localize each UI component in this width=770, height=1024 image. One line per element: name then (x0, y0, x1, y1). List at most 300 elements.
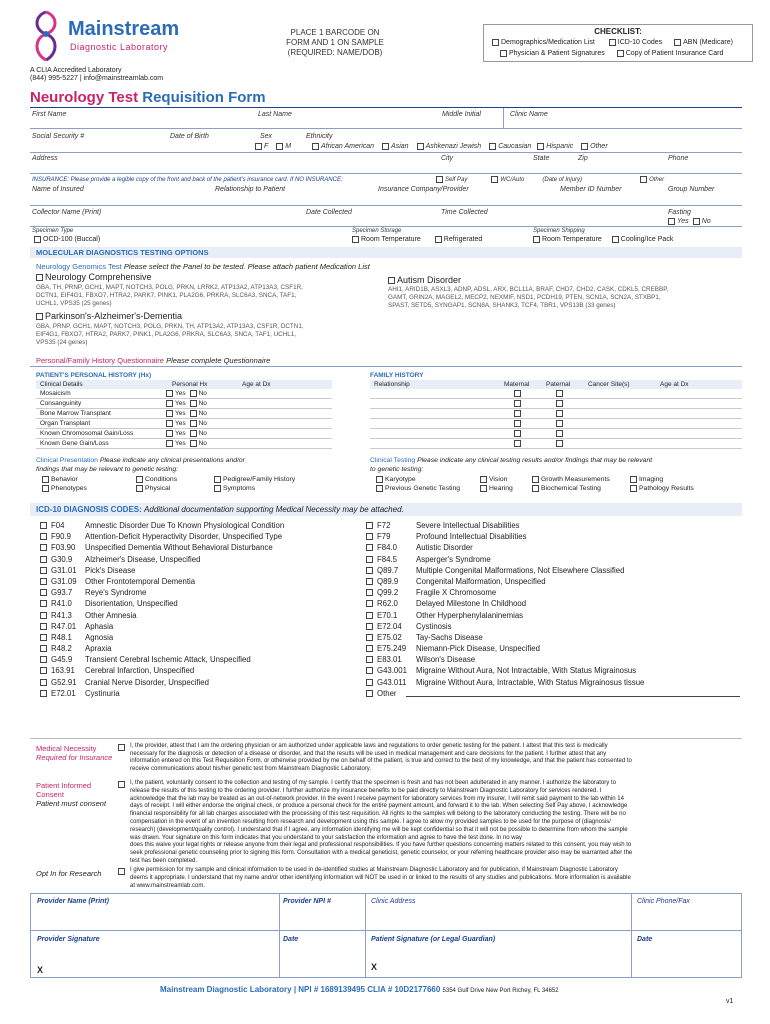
checkbox[interactable] (382, 143, 389, 150)
paternal-checkbox[interactable] (556, 390, 563, 397)
relationship-field[interactable]: Relationship to Patient (215, 186, 286, 193)
panel-checkbox[interactable] (36, 274, 43, 281)
icd-code-item[interactable] (40, 554, 360, 565)
relationship-field[interactable] (370, 399, 490, 408)
icd-description: Migraine Without Aura, Intractable, With Status Migrainosus tissue (416, 677, 645, 687)
checkbox[interactable] (366, 679, 373, 686)
group-number-field[interactable]: Group Number (668, 186, 715, 193)
icd-code-item[interactable] (40, 542, 360, 553)
paternal-checkbox[interactable] (556, 410, 563, 417)
icd-code-item[interactable] (366, 610, 742, 621)
icd-code-item[interactable] (366, 554, 742, 565)
maternal-checkbox[interactable] (514, 440, 521, 447)
icd-code: F84.0 (377, 543, 397, 553)
clinical-presentation-line (36, 457, 245, 464)
wc-auto-checkbox[interactable] (491, 176, 498, 183)
checkbox[interactable] (40, 690, 47, 697)
checkbox[interactable] (40, 623, 47, 630)
ct-option: Hearing (489, 485, 513, 492)
checkbox[interactable] (40, 544, 47, 551)
checklist-box (483, 24, 753, 62)
age-field[interactable] (236, 419, 326, 428)
checkbox[interactable] (40, 567, 47, 574)
mn-label-line: Required for Insurance (36, 753, 113, 762)
age-field[interactable] (656, 409, 736, 418)
checkbox[interactable] (40, 634, 47, 641)
icd-code-item[interactable] (366, 565, 742, 576)
address-field[interactable]: Address (32, 155, 58, 162)
icd-code-item[interactable] (40, 531, 360, 542)
history-title: Personal/Family History Questionnaire (36, 356, 164, 365)
age-field[interactable] (656, 429, 736, 438)
history-note: Please complete Questionnaire (166, 356, 271, 365)
pc-label-line: Patient Informed (36, 781, 92, 790)
icd-code-item[interactable] (40, 565, 360, 576)
checkbox[interactable] (190, 400, 197, 407)
checkbox[interactable] (366, 656, 373, 663)
checkbox[interactable] (480, 476, 487, 483)
cp-note2: findings that may be relevant to genetic testing: (36, 466, 179, 473)
gene-line: GBA, TH, PRNP, GCH1, MAPT, NOTCH3, POLG, PRKN, LRRK2, ATP13A2, ATP13A3, CSF1R, (36, 284, 303, 291)
table-row (36, 409, 332, 419)
sex-m-checkbox[interactable] (276, 143, 283, 150)
icd-header (36, 505, 404, 514)
age-field[interactable] (656, 439, 736, 448)
icd-code-item[interactable] (40, 520, 360, 531)
consent-line: I, the provider, attest that I am the ordering physician or am authorized under applicable laws and regulations to order genetic testing for the patient. I attest that this test is medically (130, 743, 608, 749)
middle-initial-field[interactable]: Middle Initial (442, 111, 481, 118)
checkbox[interactable] (366, 667, 373, 674)
clinical-testing-line (370, 457, 652, 464)
checkbox[interactable] (532, 476, 539, 483)
icd-description: Cranial Nerve Disorder, Unspecified (85, 677, 209, 687)
ethnicity-option: African American (321, 143, 375, 150)
sex-f-checkbox[interactable] (255, 143, 262, 150)
checkbox[interactable] (366, 645, 373, 652)
icd-code: E75.249 (377, 644, 407, 654)
checkbox[interactable] (366, 690, 373, 697)
checkbox[interactable] (376, 485, 383, 492)
medical-necessity-text (130, 743, 742, 773)
provider-npi-field[interactable]: Provider NPI # (283, 898, 331, 905)
consent-line: information entered on this Test Requisition Form, or otherwise provided by me on behalf of the patient, is true and correct to the best of my knowledge, and that the patient has consented to (130, 758, 632, 765)
icd-code-item[interactable] (40, 610, 360, 621)
icd-code: F04 (51, 521, 65, 530)
checklist-title: CHECKLIST: (594, 27, 642, 36)
checkbox[interactable] (366, 544, 373, 551)
date-collected-field[interactable]: Date Collected (306, 209, 352, 216)
checkbox[interactable] (190, 430, 197, 437)
gene-line: GAMT, GRIN2A, MAGEL2, MECP2, NEXMIF, NSD1, PCDH19, PTEN, SCN1A, SCN2A, STXBP1, (388, 294, 661, 301)
checkbox[interactable] (366, 578, 373, 585)
icd-code-item[interactable] (366, 520, 742, 531)
icd-code: G31.01 (51, 565, 77, 575)
panel-checkbox[interactable] (388, 277, 395, 284)
gene-line: DCTN1, EIF4G1, FBXO7, HTRA2, PARK7, PINK1, PLA2G6, PRKRA, SLC6A3, SNCA, TAF1, (36, 292, 297, 299)
checkbox[interactable] (366, 600, 373, 607)
clinic-address-field[interactable]: Clinic Address (371, 898, 416, 905)
signature-block (30, 893, 742, 978)
consent-line: research) (development/quality control). I understand that if I agree, any information identifying me will be kept confidential so that it will not be possible to determine from whom the sample (130, 826, 628, 833)
icd-code-item[interactable] (40, 632, 360, 643)
no-label: No (198, 440, 207, 447)
cp-option: Conditions (145, 476, 178, 483)
icd-code-item[interactable] (40, 665, 360, 676)
title-part1: Neurology Test (30, 89, 139, 106)
icd-code: G45.9 (51, 655, 73, 665)
footer (160, 985, 559, 994)
icd-code-item[interactable] (40, 587, 360, 598)
opt-in-checkbox[interactable] (118, 868, 125, 875)
sex-f-label: F (264, 143, 269, 150)
checkbox[interactable] (190, 410, 197, 417)
page-title (30, 89, 266, 106)
self-pay-checkbox[interactable] (436, 176, 443, 183)
checkbox[interactable] (489, 143, 496, 150)
icd-description: Amnestic Disorder Due To Known Physiological Condition (85, 521, 285, 530)
checkbox[interactable] (366, 612, 373, 619)
cancer-site-field[interactable] (584, 399, 654, 408)
specimen-type-option: OCD-100 (Buccal) (43, 236, 101, 243)
age-field[interactable] (656, 389, 736, 398)
pc-label-line: Patient must consent (36, 799, 107, 808)
checkbox[interactable] (40, 612, 47, 619)
zip-field[interactable]: Zip (578, 155, 588, 162)
checkbox[interactable] (40, 522, 47, 529)
icd-code-item[interactable] (40, 677, 360, 688)
age-field[interactable] (236, 399, 326, 408)
table-row (370, 399, 742, 409)
checkbox[interactable] (500, 50, 507, 57)
medical-necessity-label (36, 744, 112, 762)
age-field[interactable] (236, 409, 326, 418)
fasting-no-checkbox[interactable] (693, 218, 700, 225)
icd-description: Apraxia (85, 644, 112, 654)
storage-room-checkbox[interactable] (352, 236, 359, 243)
icd-code: E75.02 (377, 632, 402, 642)
checkbox[interactable] (40, 578, 47, 585)
checkbox[interactable] (674, 39, 681, 46)
checkbox[interactable] (366, 533, 373, 540)
paternal-checkbox[interactable] (556, 430, 563, 437)
icd-code-item[interactable] (366, 688, 742, 699)
date-field[interactable]: Date (283, 936, 299, 943)
icd-code: R41.0 (51, 599, 72, 609)
checkbox[interactable] (214, 485, 221, 492)
icd-code-item[interactable] (40, 643, 360, 654)
opt-in-label: Opt In for Research (36, 869, 102, 878)
checkbox[interactable] (376, 476, 383, 483)
icd-code-item[interactable] (40, 598, 360, 609)
icd-code-item[interactable] (40, 576, 360, 587)
checkbox[interactable] (214, 476, 221, 483)
checkbox[interactable] (166, 440, 173, 447)
checkbox[interactable] (40, 679, 47, 686)
ct-note2: to genetic testing: (370, 466, 424, 473)
clinic-phone-field[interactable]: Clinic Phone/Fax (637, 898, 690, 905)
icd-code-item[interactable] (366, 643, 742, 654)
specimen-type-checkbox[interactable] (34, 236, 41, 243)
maternal-checkbox[interactable] (514, 410, 521, 417)
checkbox[interactable] (630, 476, 637, 483)
checkbox[interactable] (40, 645, 47, 652)
member-id-field[interactable]: Member ID Number (560, 186, 622, 193)
table-row (36, 429, 332, 439)
cancer-site-field[interactable] (584, 439, 654, 448)
maternal-checkbox[interactable] (514, 400, 521, 407)
table-row (370, 409, 742, 419)
state-field[interactable]: State (533, 155, 550, 162)
checkbox[interactable] (40, 667, 47, 674)
checkbox[interactable] (480, 485, 487, 492)
paternal-checkbox[interactable] (556, 420, 563, 427)
icd-description: Agnosia (85, 632, 114, 642)
footer-address: 5354 Gulf Drive New Port Richey, FL 34652 (442, 988, 559, 994)
checkbox[interactable] (136, 476, 143, 483)
checkbox[interactable] (166, 400, 173, 407)
consent-line: receive communications about his/her genetic test from Mainstream Diagnostic Laboratory. (130, 765, 371, 772)
paternal-checkbox[interactable] (556, 400, 563, 407)
checkbox[interactable] (166, 390, 173, 397)
checkbox[interactable] (190, 420, 197, 427)
icd-code: R47.01 (51, 621, 77, 631)
col-header: Age at Dx (660, 381, 689, 388)
icd-description: Reye's Syndrome (85, 588, 147, 598)
icd-code-item[interactable] (40, 621, 360, 632)
icd-code-item[interactable] (366, 576, 742, 587)
checkbox[interactable] (40, 589, 47, 596)
checkbox[interactable] (166, 430, 173, 437)
consent-line: was drawn. Your signature on this form indicates that you understand to your satisfaction the information and agree to have the test done. In no way (130, 834, 522, 841)
checkbox[interactable] (40, 533, 47, 540)
other-code-field[interactable] (406, 696, 740, 697)
shipping-ice-checkbox[interactable] (612, 236, 619, 243)
checkbox[interactable] (136, 485, 143, 492)
checkbox[interactable] (609, 39, 616, 46)
version-label: v1 (726, 998, 734, 1005)
icd-code-item[interactable] (366, 621, 742, 632)
icd-code: E70.1 (377, 610, 398, 620)
checkbox[interactable] (40, 600, 47, 607)
cancer-site-field[interactable] (584, 409, 654, 418)
checkbox[interactable] (581, 143, 588, 150)
icd-description: Cystinosis (416, 621, 452, 631)
icd-code: G93.7 (51, 588, 73, 598)
icd-code-item[interactable] (366, 542, 742, 553)
icd-description: Wilson's Disease (416, 655, 476, 665)
time-collected-field[interactable]: Time Collected (441, 209, 488, 216)
name-of-insured-field[interactable]: Name of Insured (32, 186, 84, 193)
panel-genes (36, 284, 303, 308)
checkbox[interactable] (40, 656, 47, 663)
icd-code: R41.3 (51, 610, 72, 620)
icd-code: F03.90 (51, 543, 76, 553)
dob-field[interactable]: Date of Birth (170, 133, 209, 140)
icd-right-list (366, 520, 742, 699)
panel-name: Parkinson's-Alzheimer's-Dementia (45, 311, 182, 321)
consent-line: test has been completed. (130, 857, 198, 864)
consent-line: necessary for the diagnosis or detection of a disease or disorder, and that the results will be used in medical management and care decisions for the patient. I further attest that any (130, 750, 607, 757)
checkbox[interactable] (532, 485, 539, 492)
specimen-type-label: Specimen Type (32, 228, 74, 234)
icd-description: Other Amnesia (85, 610, 137, 620)
shipping-option: Cooling/Ice Pack (620, 236, 674, 243)
yes-no-group (166, 390, 207, 397)
table-row (36, 399, 332, 409)
provider-signature-field[interactable]: Provider Signature (37, 936, 100, 943)
history-title-line (36, 356, 270, 365)
checkbox[interactable] (42, 485, 49, 492)
panel-checkbox[interactable] (36, 313, 43, 320)
checkbox[interactable] (366, 634, 373, 641)
phone-field[interactable]: Phone (668, 155, 689, 162)
shipping-room-checkbox[interactable] (533, 236, 540, 243)
icd-code-item[interactable] (366, 665, 742, 676)
gene-line: VPS35 (24 genes) (36, 339, 88, 346)
insurance-company-field[interactable]: Insurance Company/Provider (378, 186, 469, 193)
icd-code-item[interactable] (40, 688, 360, 699)
icd-description: Unspecified Dementia Without Behavioral Disturbance (85, 543, 273, 553)
clinical-detail-label: Known Chromosomal Gain/Loss (40, 430, 134, 437)
fasting-yes-checkbox[interactable] (668, 218, 675, 225)
barcode-note-line: FORM AND 1 ON SAMPLE (286, 38, 384, 47)
col-header: Age at Dx (242, 381, 271, 388)
relationship-field[interactable] (370, 429, 490, 438)
patient-consent-text (130, 780, 742, 866)
table-row (370, 429, 742, 439)
patient-consent-checkbox[interactable] (118, 781, 125, 788)
checkbox[interactable] (492, 39, 499, 46)
icd-description: Delayed Milestone In Childhood (416, 599, 527, 609)
checkbox[interactable] (190, 390, 197, 397)
ethnicity-option: Hispanic (546, 143, 574, 150)
checkbox[interactable] (366, 522, 373, 529)
ethnicity-option: Caucasian (498, 143, 532, 150)
maternal-checkbox[interactable] (514, 420, 521, 427)
self-pay-label: Self Pay (445, 176, 468, 183)
provider-name-field[interactable]: Provider Name (Print) (37, 898, 109, 905)
age-field[interactable] (656, 399, 736, 408)
pc-label-line: Consent (36, 790, 64, 799)
relationship-field[interactable] (370, 419, 490, 428)
cancer-site-field[interactable] (584, 389, 654, 398)
icd-code-item[interactable] (366, 587, 742, 598)
checkbox[interactable] (617, 50, 624, 57)
icd-code-item[interactable] (366, 654, 742, 665)
medical-necessity-checkbox[interactable] (118, 744, 125, 751)
icd-code-item[interactable] (366, 632, 742, 643)
maternal-checkbox[interactable] (514, 430, 521, 437)
cancer-site-field[interactable] (584, 429, 654, 438)
icd-code-item[interactable] (366, 598, 742, 609)
ssn-field[interactable]: Social Security # (32, 133, 85, 140)
consent-line: release the results of this testing to the ordering provider. I further authorize my insurance benefits to be paid directly to Mainstream Diagnostic Laboratory for services rendered. I (130, 787, 602, 794)
icd-description: Cerebral Infarction, Unspecified (85, 666, 195, 676)
first-name-field[interactable]: First Name (32, 111, 67, 118)
checkbox[interactable] (42, 476, 49, 483)
icd-description: Alzheimer's Disease, Unspecified (85, 554, 201, 564)
other-checkbox[interactable] (640, 176, 647, 183)
yes-label: Yes (175, 410, 186, 417)
age-field[interactable] (236, 439, 326, 448)
checkbox[interactable] (366, 589, 373, 596)
age-field[interactable] (236, 429, 326, 438)
yes-no-group (166, 400, 207, 407)
checkbox[interactable] (417, 143, 424, 150)
icd-description: Pick's Disease (85, 565, 136, 575)
cancer-site-field[interactable] (584, 419, 654, 428)
checkbox[interactable] (190, 440, 197, 447)
barcode-note-line: (REQUIRED: NAME/DOB) (287, 48, 383, 57)
checkbox[interactable] (166, 410, 173, 417)
ct-option: Biochemical Testing (541, 485, 601, 492)
checkbox[interactable] (537, 143, 544, 150)
storage-fridge-checkbox[interactable] (435, 236, 442, 243)
panel-genes (36, 323, 304, 347)
date-field[interactable]: Date (637, 936, 653, 943)
clinic-name-field[interactable]: Clinic Name (510, 111, 548, 118)
icd-description: Other Hyperphenylalaninemias (416, 610, 524, 620)
checkbox[interactable] (166, 420, 173, 427)
personal-history-title: PATIENT'S PERSONAL HISTORY (Hx) (36, 372, 152, 379)
logo-title: Mainstream (68, 18, 180, 40)
checkbox[interactable] (366, 623, 373, 630)
other-label: Other (649, 176, 665, 183)
patient-signature-field[interactable]: Patient Signature (or Legal Guardian) (371, 936, 496, 943)
title-part2: Requisition Form (142, 89, 266, 106)
checkbox[interactable] (366, 567, 373, 574)
ethnicity-option: Other (590, 143, 608, 150)
icd-code-item[interactable] (366, 677, 742, 688)
relationship-field[interactable] (370, 409, 490, 418)
relationship-field[interactable] (370, 389, 490, 398)
ethnicity-option: Ashkenazi Jewish (425, 143, 482, 150)
wc-auto-label: WC/Auto (500, 176, 525, 183)
cp-option: Behavior (51, 476, 78, 483)
age-field[interactable] (656, 419, 736, 428)
relationship-field[interactable] (370, 439, 490, 448)
ct-title: Clinical Testing (370, 457, 416, 464)
paternal-checkbox[interactable] (556, 440, 563, 447)
panel-name: Autism Disorder (397, 275, 462, 285)
collector-field[interactable]: Collector Name (Print) (32, 209, 102, 216)
age-field[interactable] (236, 389, 326, 398)
checkbox[interactable] (366, 556, 373, 563)
checkbox[interactable] (630, 485, 637, 492)
icd-code-item[interactable] (40, 654, 360, 665)
ct-note: Please indicate any clinical testing results and/or findings that may be relevant (417, 457, 653, 464)
icd-description: Aphasia (85, 621, 114, 631)
city-field[interactable]: City (441, 155, 454, 162)
clinical-detail-label: Mosaicism (40, 390, 71, 397)
mn-label-line: Medical Necessity (36, 744, 97, 753)
last-name-field[interactable]: Last Name (258, 111, 292, 118)
ct-option: Vision (489, 476, 508, 483)
icd-code: 163.91 (51, 666, 75, 676)
checklist-item: Copy of Patient Insurance Card (625, 50, 724, 57)
maternal-checkbox[interactable] (514, 390, 521, 397)
icd-code-item[interactable] (366, 531, 742, 542)
no-label: No (198, 430, 207, 437)
icd-code: F72 (377, 521, 391, 530)
fasting-yes-label: Yes (677, 218, 689, 225)
icd-code: R62.0 (377, 599, 398, 609)
clinical-detail-label: Organ Transplant (40, 420, 91, 427)
checkbox[interactable] (40, 556, 47, 563)
checkbox[interactable] (312, 143, 319, 150)
icd-code: F90.9 (51, 532, 71, 542)
no-label: No (198, 390, 207, 397)
